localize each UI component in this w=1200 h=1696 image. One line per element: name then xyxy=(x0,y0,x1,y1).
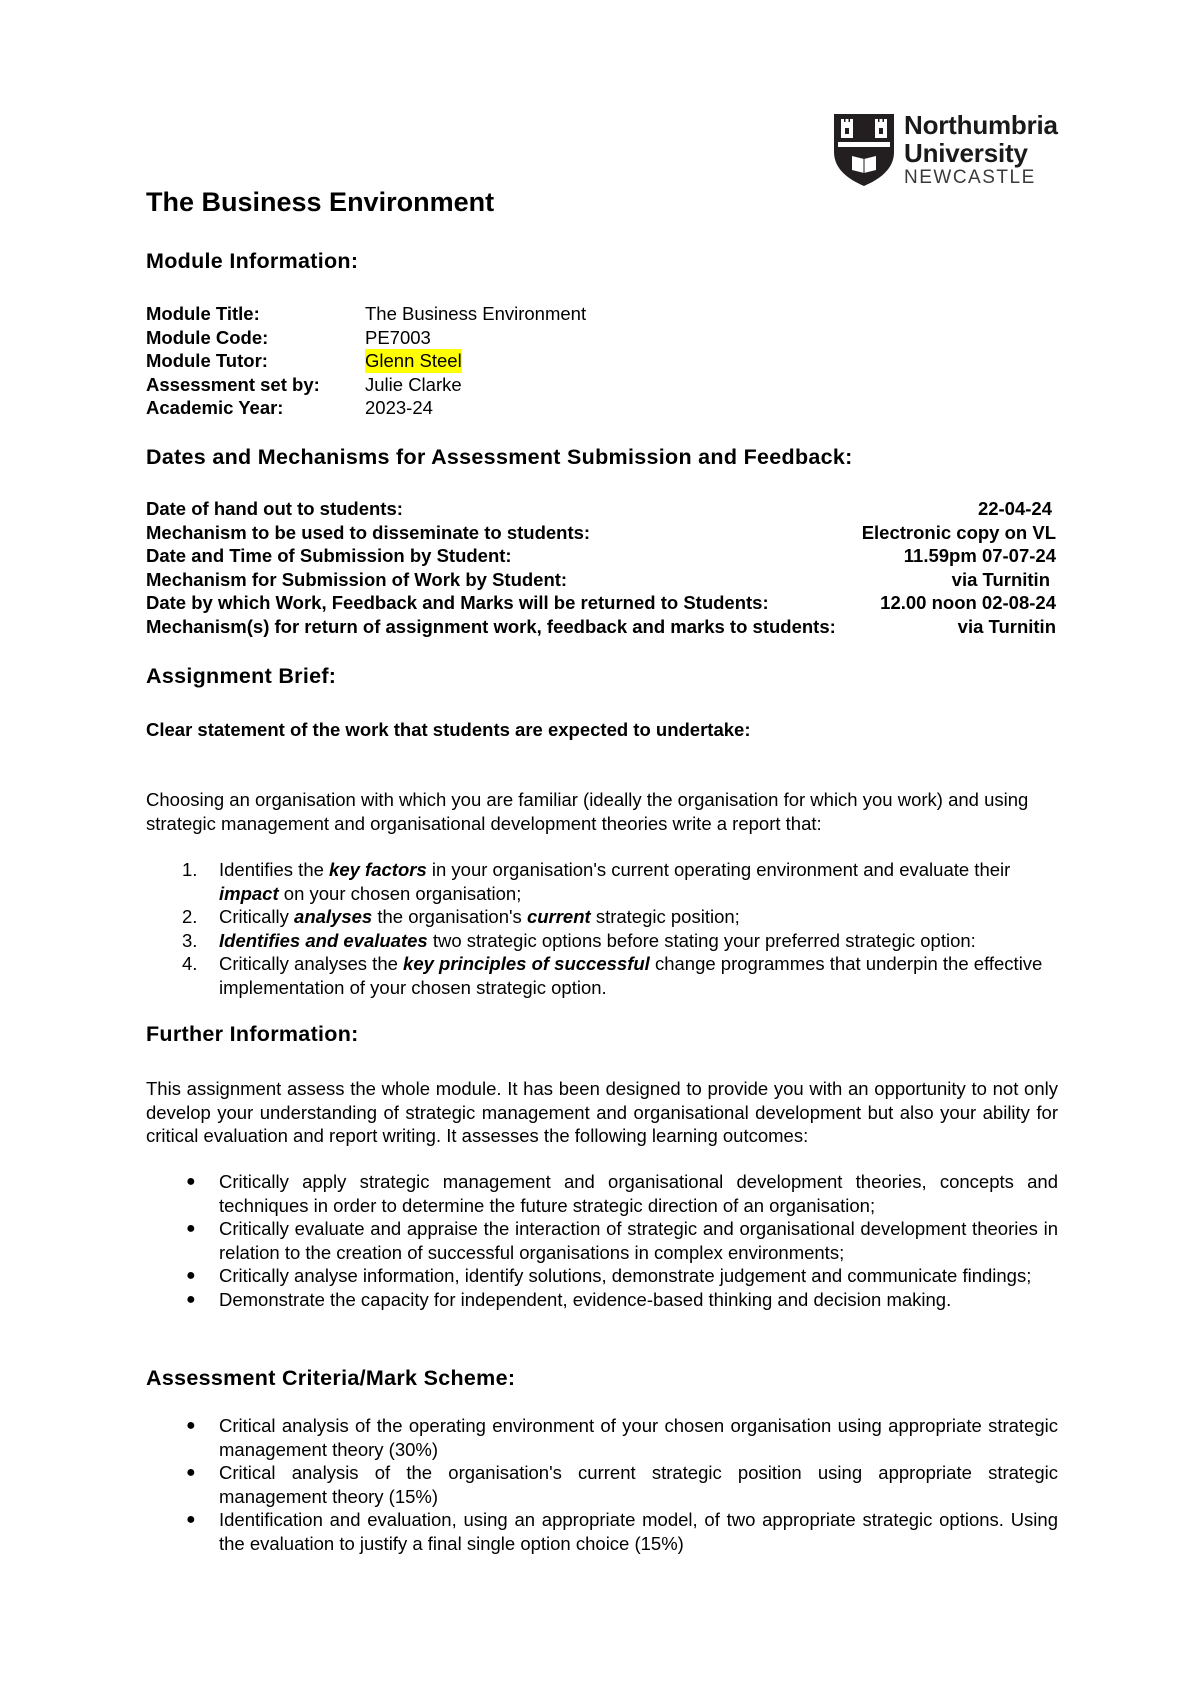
item-text: the organisation's xyxy=(372,906,527,927)
item-text: strategic position; xyxy=(590,906,740,927)
item-text: Critically xyxy=(219,906,295,927)
list-item xyxy=(146,1288,1058,1312)
module-info-value: Julie Clarke xyxy=(365,373,462,395)
learning-outcomes-list xyxy=(146,1170,1058,1311)
bullet-icon: ● xyxy=(186,1173,196,1190)
item-text: Demonstrate the capacity for independent, evidence-based thinking and decision making. xyxy=(219,1288,952,1310)
emphasis-text: key factors xyxy=(329,859,427,880)
list-item xyxy=(146,1414,1058,1461)
date-value: 11.59pm 07-07-24 xyxy=(903,545,1056,566)
module-info-label: Module Code: xyxy=(146,326,269,348)
logo-line-northumbria: Northumbria xyxy=(904,110,1058,140)
item-text: Critical analysis of the operating environment of your chosen organisation using appropriate strategic management theory (30%) xyxy=(219,1415,1058,1460)
list-item xyxy=(146,952,1058,999)
item-text: Critically analyses the xyxy=(219,953,404,974)
emphasis-text: current xyxy=(526,906,591,927)
emphasis-text: Identifies and evaluates xyxy=(219,929,428,951)
logo-line-newcastle: NEWCASTLE xyxy=(904,167,1036,188)
date-label: Mechanism for Submission of Work by Student: xyxy=(146,568,568,590)
item-text: in your organisation's current operating environment and evaluate their xyxy=(426,859,1011,880)
date-row xyxy=(146,615,1056,639)
date-label: Date and Time of Submission by Student: xyxy=(146,545,512,566)
emphasis-text: impact xyxy=(219,882,279,904)
item-text: change programmes that underpin the effective implementation of your chosen strategic option. xyxy=(219,953,1043,998)
list-number: 1. xyxy=(182,859,198,880)
list-item xyxy=(146,929,1058,953)
module-info-heading: Module Information: xyxy=(146,249,359,273)
assessment-criteria-heading: Assessment Criteria/Mark Scheme: xyxy=(146,1366,516,1390)
list-item xyxy=(146,1508,1058,1555)
item-text: Identification and evaluation, using an appropriate model, of two appropriate strategic options. Using the evaluation to justify a final single option choice (15%) xyxy=(219,1509,1058,1554)
assignment-brief-heading: Assignment Brief: xyxy=(146,664,337,688)
date-label: Mechanism to be used to disseminate to students: xyxy=(146,521,591,543)
list-number: 4. xyxy=(182,953,198,974)
dates-table xyxy=(146,497,1056,638)
date-row xyxy=(146,568,1056,592)
item-text: Critically analyse information, identify solutions, demonstrate judgement and communicate findings; xyxy=(219,1265,1032,1286)
bullet-icon: ● xyxy=(186,1464,196,1481)
list-item xyxy=(146,905,1058,929)
item-text: Critically evaluate and appraise the interaction of strategic and organisational development theories in relation to the creation of successful organisations in complex environments; xyxy=(219,1218,1058,1263)
logo-line-university: University xyxy=(904,138,1028,168)
brief-task-list xyxy=(146,858,1058,999)
bullet-icon: ● xyxy=(186,1417,196,1434)
item-text: on your chosen organisation; xyxy=(278,882,522,904)
date-label: Date by which Work, Feedback and Marks will be returned to Students: xyxy=(146,592,769,613)
date-row xyxy=(146,521,1056,545)
emphasis-text: key principles of successful xyxy=(403,953,650,974)
university-logo xyxy=(832,112,1062,188)
item-text: two strategic options before stating your preferred strategic option: xyxy=(427,929,976,951)
bullet-icon: ● xyxy=(186,1220,196,1237)
criteria-list xyxy=(146,1414,1058,1555)
list-item xyxy=(146,858,1058,905)
bullet-icon: ● xyxy=(186,1290,196,1308)
list-number: 2. xyxy=(182,906,198,927)
module-tutor-highlighted-value: Glenn Steel xyxy=(365,350,462,371)
document-title: The Business Environment xyxy=(146,187,495,217)
bullet-icon: ● xyxy=(186,1267,196,1284)
date-value: Electronic copy on VL xyxy=(861,521,1056,543)
module-info-label: Module Title: xyxy=(146,303,260,324)
date-row xyxy=(146,497,1056,521)
university-crest-shield-icon xyxy=(832,112,896,188)
dates-heading: Dates and Mechanisms for Assessment Submission and Feedback: xyxy=(146,445,853,469)
module-info-value: 2023-24 xyxy=(365,397,433,418)
further-info-heading: Further Information: xyxy=(146,1022,359,1046)
date-row xyxy=(146,591,1056,615)
list-item xyxy=(146,1461,1058,1508)
further-info-paragraph: This assignment assess the whole module. It has been designed to provide you with an opportunity to not only develop your understanding of strategic management and organisational development but also your ability for critical evaluation and report writing. It assesses the following learning outcomes: xyxy=(146,1078,1058,1146)
date-label: Date of hand out to students: xyxy=(146,498,403,519)
list-item xyxy=(146,1264,1058,1288)
list-item xyxy=(146,1170,1058,1217)
module-info-label: Module Tutor: xyxy=(146,350,268,371)
date-row xyxy=(146,544,1056,568)
work-statement-subheading: Clear statement of the work that students are expected to undertake: xyxy=(146,719,751,740)
bullet-icon: ● xyxy=(186,1511,196,1528)
module-info-value: The Business Environment xyxy=(365,303,587,324)
list-number: 3. xyxy=(182,929,198,951)
item-text: Identifies the xyxy=(219,859,330,880)
module-info-value: PE7003 xyxy=(365,326,431,348)
item-text: Critically apply strategic management and organisational development theories, concepts and techniques in order to determine the future strategic direction of an organisation; xyxy=(219,1171,1058,1216)
list-item xyxy=(146,1217,1058,1264)
date-value: 22-04-24 xyxy=(977,498,1052,519)
module-info-label: Assessment set by: xyxy=(146,373,320,395)
date-value: 12.00 noon 02-08-24 xyxy=(880,592,1056,613)
brief-intro-paragraph: Choosing an organisation with which you are familiar (ideally the organisation for which you work) and using strategic management and organisational development theories write a report that: xyxy=(146,789,1029,834)
module-info-label: Academic Year: xyxy=(146,397,284,418)
date-value: via Turnitin xyxy=(957,615,1056,637)
date-value: via Turnitin xyxy=(951,568,1050,590)
item-text: Critical analysis of the organisation's current strategic position using appropriate strategic management theory (15%) xyxy=(219,1462,1058,1507)
emphasis-text: analyses xyxy=(294,906,373,927)
date-label: Mechanism(s) for return of assignment work, feedback and marks to students: xyxy=(146,615,836,637)
